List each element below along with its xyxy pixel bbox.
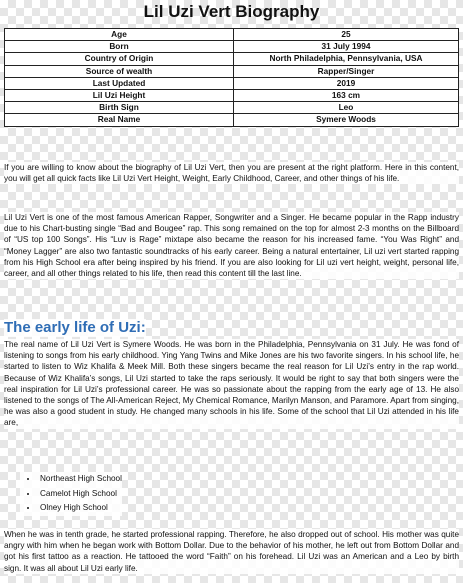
table-value: 2019 [234,77,459,89]
table-value: Leo [234,102,459,114]
table-value: 25 [234,29,459,41]
table-key: Birth Sign [5,102,234,114]
table-key: Lil Uzi Height [5,89,234,101]
table-row [5,29,459,41]
table-value: 31 July 1994 [234,41,459,53]
intro-text: If you are willing to know about the biography of Lil Uzi Vert, then you are present at the right platform. Here in this content, you will get all quick facts like Lil Uzi Vert Height, Weight, Early Childhood, Career, and other things of his life. [4,163,459,184]
body-paragraph-2 [4,339,459,429]
table-row [5,102,459,114]
table-value: 163 cm [234,89,459,101]
paragraph-2-text: The real name of Lil Uzi Vert is Symere Woods. He was born in the Philadelphia, Pennsylvania on 31 July. He was fond of listening to songs from his early childhood. Ying Yang Twins and Mike Jones are his two favorite singers. In his school life, he started to listen to Wiz Khalifa & Meek Mill. Both these singers became the real reason for Lil Uzi’s entry in the rap world. Because of Wiz Khalifa’s songs, Lil Uzi started to take the raps seriously. It would be right to say that both singers were the real inspiration for Lil Uzi’s professional career. He was so passionate about the rapping from the early age of 13. He also listened to the songs of The All-American Reject, My Chemical Romance, Marilyn Manson, and Paramore. Apart from singing, he was also a good student in study. He changed many schools in his life. Some of the school that Lil Uzi attended in his life are, [4,340,459,428]
page-title: Lil Uzi Vert Biography [143,2,320,21]
table-row [5,65,459,77]
table-row [5,89,459,101]
body-paragraph-1 [4,212,459,279]
table-key: Born [5,41,234,53]
table-row [5,77,459,89]
list-item: • Northeast High School [38,472,122,487]
table-key: Age [5,29,234,41]
table-key: Last Updated [5,77,234,89]
table-key: Real Name [5,114,234,126]
list-item: • Camelot High School [38,487,122,502]
paragraph-3-text: When he was in tenth grade, he started professional rapping. Therefore, he also dropped out of school. His mother was quite angry with him when he began work with Bottom Dollar. Due to the behavior of his mother, he left out from Bottom Dollar and got his first tattoo as a reaction. He tattooed the word “Faith” on his forehead. Lil Uzi was an American and a Leo by birth sign. It was all about Lil Uzi early life. [4,530,459,573]
school-list [20,472,122,516]
table-key: Country of Origin [5,53,234,65]
bio-table [4,28,459,127]
table-row [5,114,459,126]
table-value: North Philadelphia, Pennsylvania, USA [234,53,459,65]
intro-paragraph [4,162,459,184]
section-heading: The early life of Uzi: [4,319,146,336]
paragraph-1-text: Lil Uzi Vert is one of the most famous American Rapper, Songwriter and a Singer. He became popular in the Rapp industry due to his Chart-busting single “Bad and Bougee” rap. This song remained on the top for almost 2-3 months on the Billboard of “US top 100 Songs”. His “Luv is Rage” mixtape also became the reason for his increased fame. “You Was Right” and “Money Lagger” are also two fantastic soundtracks of his early career. Being a natural entertainer, Lil uzi vert started rapping from his High School era after being inspired by his friend. If you are also looking for Lil uzi vert height, weight, personal life, career, and all other things related to his life, then read this content till the last line. [4,213,459,279]
table-value: Rapper/Singer [234,65,459,77]
list-item: • Olney High School [38,501,122,516]
table-key: Source of wealth [5,65,234,77]
table-row [5,41,459,53]
table-value: Symere Woods [234,114,459,126]
body-paragraph-3 [4,529,459,574]
table-row [5,53,459,65]
